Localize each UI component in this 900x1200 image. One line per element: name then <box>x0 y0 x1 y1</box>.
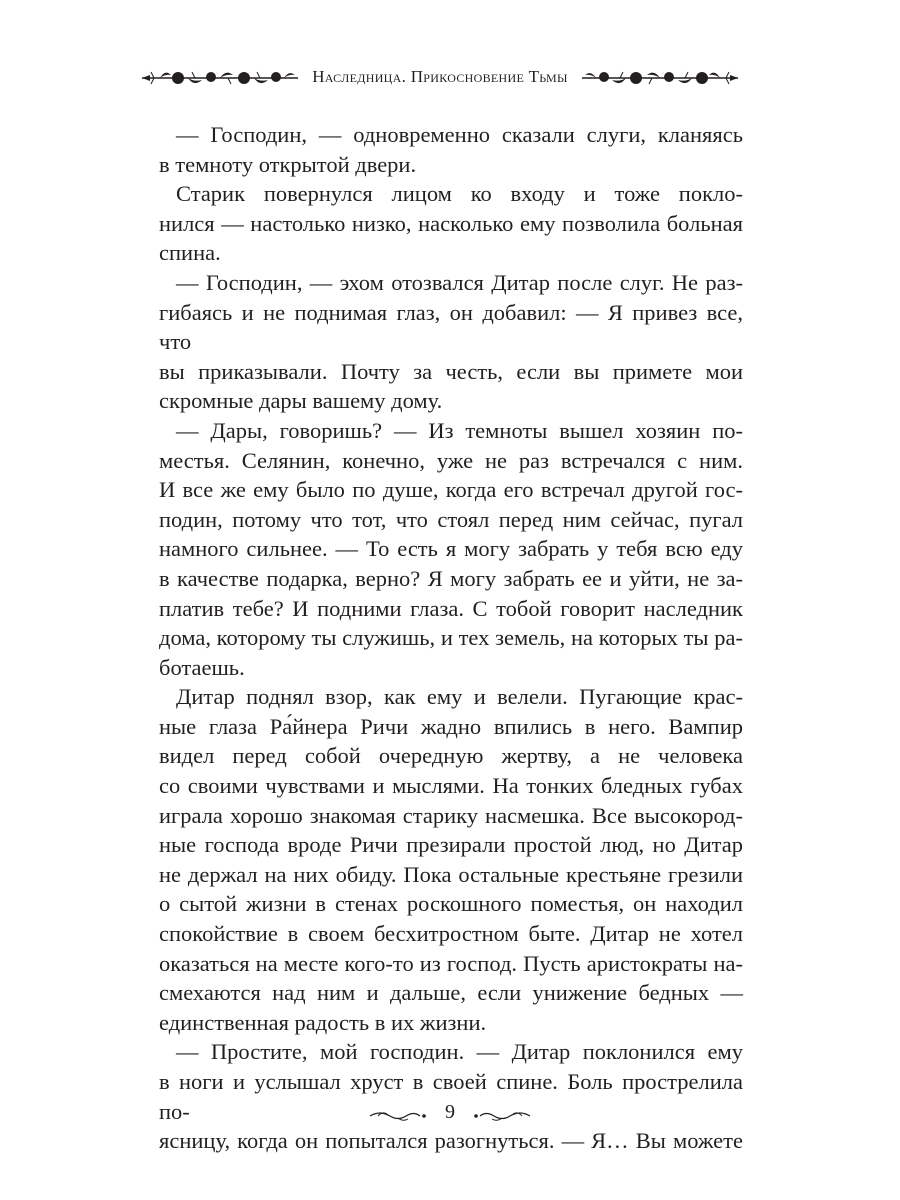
text-line: намного сильнее. — То есть я могу забрать у тебя всю еду <box>159 536 743 562</box>
text-line: единственная радость в их жизни. <box>159 1009 487 1035</box>
text-line: в качестве подарка, верно? Я могу забрать ее и уйти, не за- <box>159 565 743 591</box>
text-line: ботаешь. <box>159 654 245 680</box>
text-line: ные господа вроде Ричи презирали простой люд, но Дитар <box>159 832 743 858</box>
text-line: в ноги и услышал хруст в своей спине. Боль прострелила по- <box>159 1069 743 1124</box>
text-line: — Господин, — эхом отозвался Дитар после слуг. Не раз- <box>176 269 743 295</box>
text-line: о сытой жизни в стенах роскошного поместья, он находил <box>159 891 743 917</box>
text-line: гибаясь и не поднимая глаз, он добавил: — Я привез все, что <box>159 299 743 355</box>
text-line: спокойствие в своем бесхитростном быте. Дитар не хотел <box>159 921 743 947</box>
text-line: Дитар поднял взор, как ему и велели. Пугающие крас- <box>176 684 743 710</box>
text-line: местья. Селянин, конечно, уже не раз встречался с ним. <box>159 447 743 473</box>
text-line: ясницу, когда он попытался разогнуться. — Я… Вы можете <box>159 1128 743 1154</box>
text-line: скромные дары вашему дому. <box>159 388 443 414</box>
text-line: — Простите, мой господин. — Дитар поклонился ему <box>176 1039 743 1065</box>
text-line: И все же ему было по душе, когда его встречал другой гос- <box>159 477 743 503</box>
text-line: — Дары, говоришь? — Из темноты вышел хозяин по- <box>176 417 743 443</box>
text-line: дома, которому ты служишь, и тех земель, на которых ты ра- <box>159 625 743 651</box>
text-line: нился — настолько низко, насколько ему позволила больная <box>159 210 743 236</box>
text-line: Старик повернулся лицом ко входу и тоже покло- <box>176 181 743 207</box>
page-number: 9 <box>445 1101 455 1123</box>
text-line: ные глаза Ра́йнера Ричи жадно впились в него. Вампир <box>159 713 743 739</box>
text-line: спина. <box>159 240 221 266</box>
running-header <box>140 58 740 98</box>
text-line: в темноту открытой двери. <box>159 151 417 177</box>
page-footer <box>360 1100 540 1130</box>
text-line: не держал на них обиду. Пока остальные крестьяне грезили <box>159 861 743 887</box>
rose-vine-ornament-icon <box>580 58 740 98</box>
flourish-ornament-icon <box>472 1108 532 1124</box>
text-line: со своими чувствами и мыслями. На тонких бледных губах <box>159 773 743 799</box>
running-header-title: Наследница. Прикосновение Тьмы <box>312 67 568 86</box>
text-line: подин, потому что тот, что стоял перед ним сейчас, пугал <box>159 506 743 532</box>
text-line: платив тебе? И подними глаза. С тобой говорит наследник <box>159 595 743 621</box>
text-line: видел перед собой очередную жертву, а не человека <box>159 743 743 769</box>
text-line: оказаться на месте кого-то из господ. Пусть аристократы на- <box>159 950 743 976</box>
page-body <box>159 120 743 1156</box>
text-line: — Господин, — одновременно сказали слуги, кланяясь <box>176 122 743 147</box>
text-line: смехаются над ним и дальше, если унижение бедных — <box>159 980 743 1006</box>
text-line: вы приказывали. Почту за честь, если вы примете мои <box>159 358 743 384</box>
text-line: играла хорошо знакомая старику насмешка. Все высокород- <box>159 802 743 828</box>
